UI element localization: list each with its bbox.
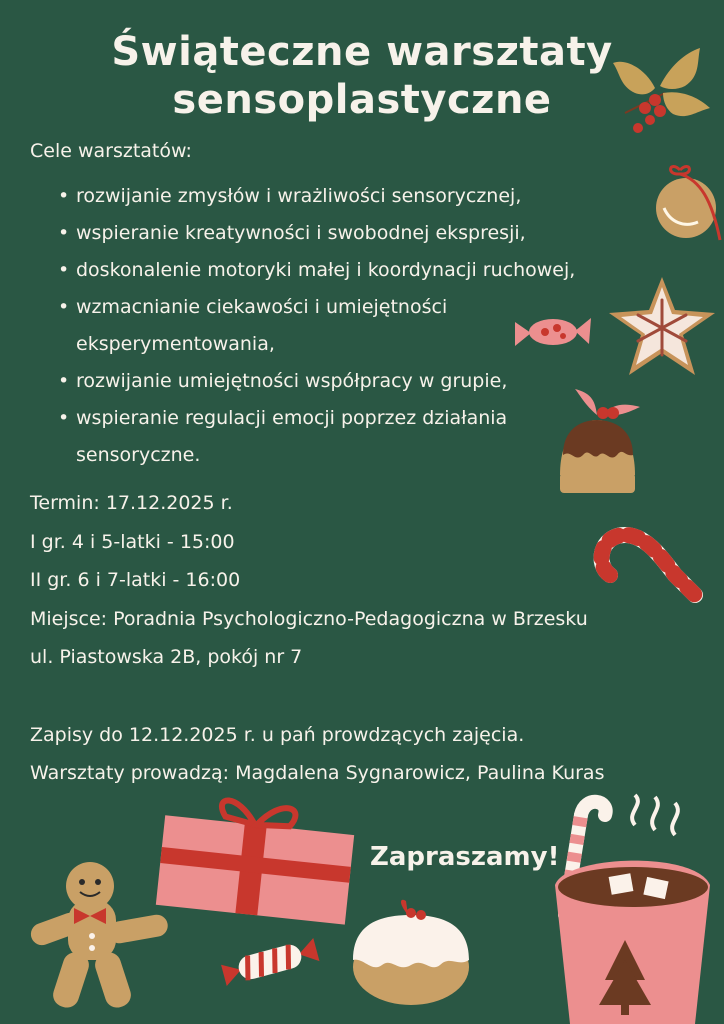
- goal-item: [58, 215, 575, 252]
- goal-item-text: rozwijanie umiejętności współpracy w grupie,: [76, 370, 508, 392]
- goal-item: [58, 252, 575, 289]
- goals-list: [58, 178, 575, 474]
- goal-item-text: doskonalenie motoryki małej i koordynacji ruchowej,: [76, 259, 576, 281]
- signup-text: Zapisy do 12.12.2025 r. u pań prowdzących zajęcia.: [30, 724, 525, 746]
- snowflake-cookie-icon: [603, 275, 721, 385]
- group-2-text: II gr. 6 i 7-latki - 16:00: [30, 569, 241, 591]
- title-line-2: sensoplastyczne: [172, 77, 552, 123]
- goal-item-text: wspieranie kreatywności i swobodnej ekspresji,: [76, 222, 526, 244]
- goal-item-text: wspieranie regulacji emocji poprzez działania: [76, 407, 508, 429]
- address-text: ul. Piastowska 2B, pokój nr 7: [30, 646, 303, 668]
- bun-icon: [348, 895, 474, 1005]
- ornament-icon: [650, 160, 724, 260]
- goal-item-continuation: sensoryczne.: [76, 444, 201, 466]
- goal-item-continuation: eksperymentowania,: [76, 333, 275, 355]
- group-1-text: I gr. 4 i 5-latki - 15:00: [30, 531, 235, 553]
- candy-icon: [220, 932, 320, 992]
- holly-icon: [605, 38, 715, 148]
- gift-box-icon: [150, 795, 362, 935]
- cocoa-mug-icon: [525, 795, 724, 1024]
- goal-item-text: wzmacnianie ciekawości i umiejętności: [76, 296, 448, 318]
- goal-item: [58, 178, 575, 215]
- goals-heading: Cele warsztatów:: [30, 140, 192, 162]
- goal-item: [58, 289, 575, 363]
- candy-icon: [515, 312, 591, 354]
- date-text: Termin: 17.12.2025 r.: [30, 492, 233, 514]
- closing-text: Zapraszamy!: [370, 842, 560, 872]
- goal-item: [58, 400, 575, 474]
- goal-item-text: rozwijanie zmysłów i wrażliwości sensorycznej,: [76, 185, 522, 207]
- pudding-icon: [555, 385, 655, 497]
- goal-item: [58, 363, 575, 400]
- place-text: Miejsce: Poradnia Psychologiczno-Pedagogiczna w Brzesku: [30, 608, 588, 630]
- candy-cane-icon: [590, 525, 710, 605]
- leaders-text: Warsztaty prowadzą: Magdalena Sygnarowicz, Paulina Kuras: [30, 762, 605, 784]
- title-line-1: Świąteczne warsztaty: [111, 29, 613, 75]
